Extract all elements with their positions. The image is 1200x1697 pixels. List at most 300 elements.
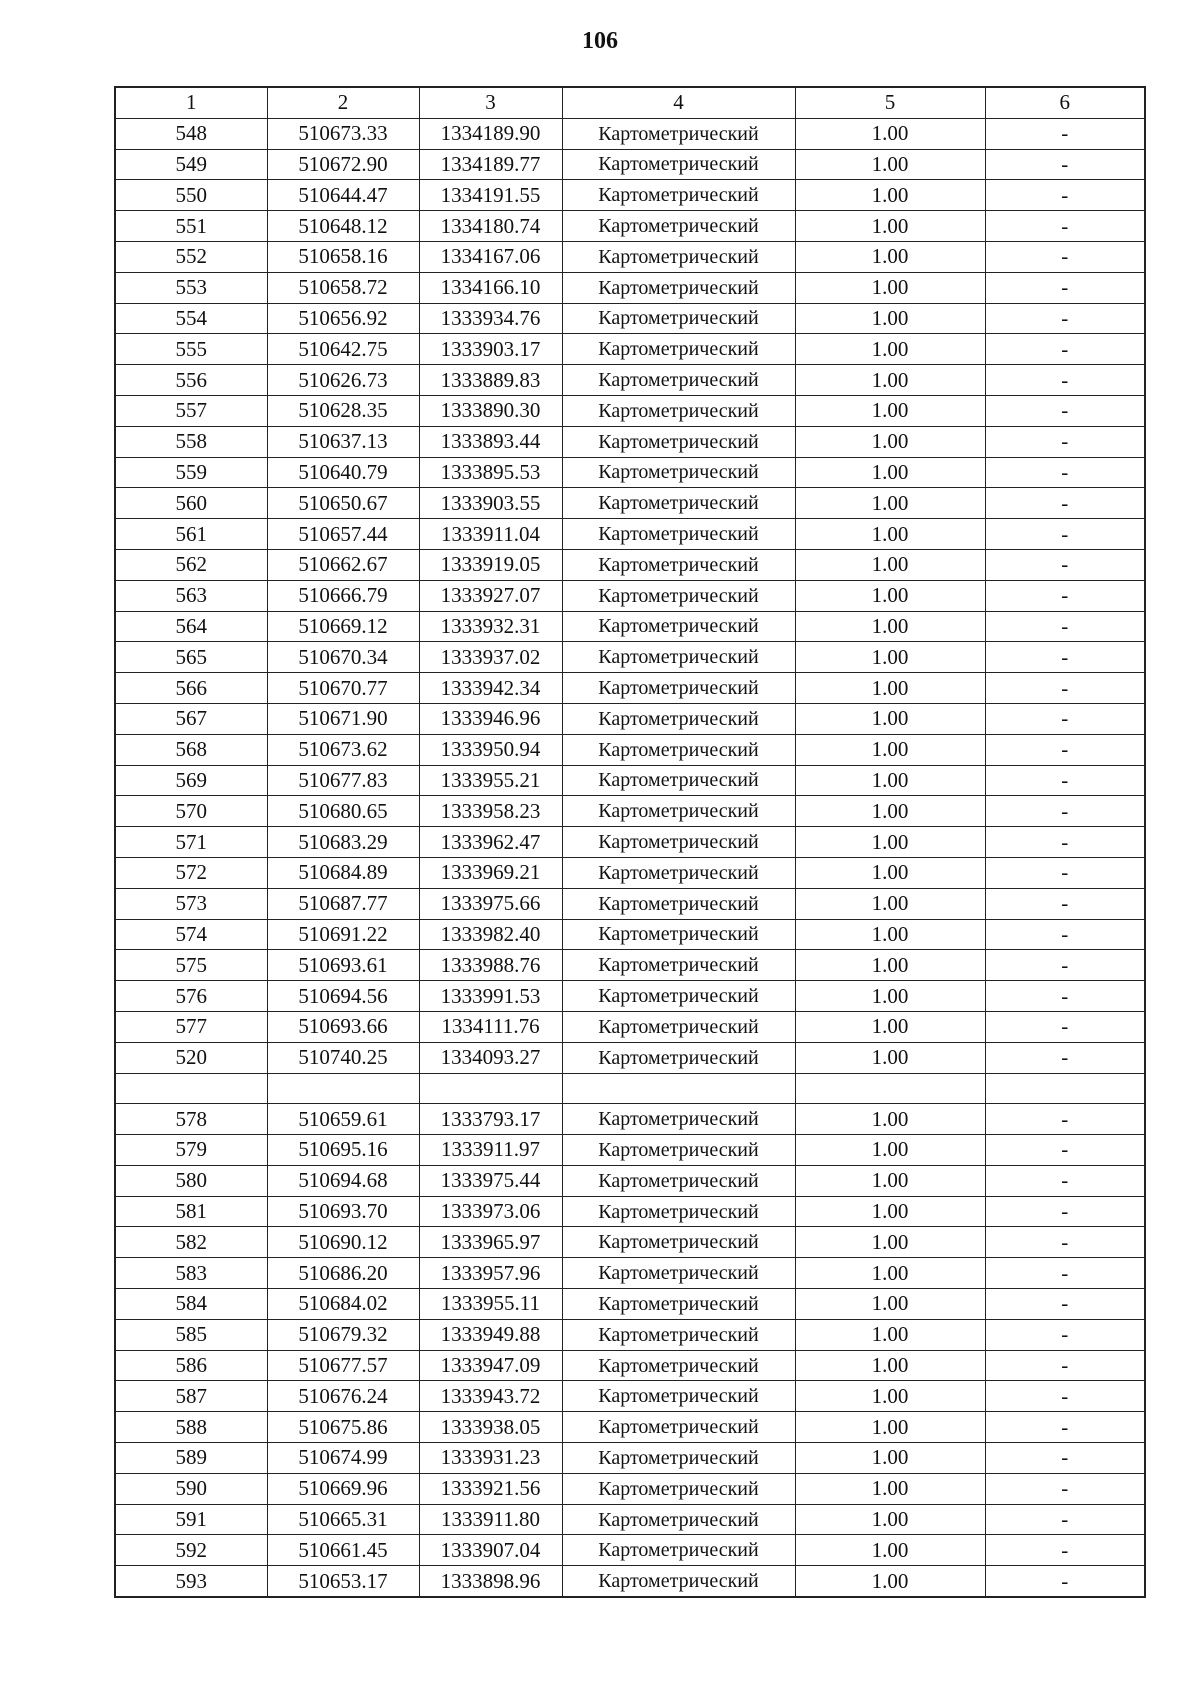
note-cell: -: [985, 981, 1145, 1012]
accuracy-cell: 1.00: [795, 365, 985, 396]
point-number-cell: 592: [115, 1535, 267, 1566]
y-coordinate-cell: 1333911.80: [419, 1504, 562, 1535]
table-row: [115, 919, 1145, 950]
point-number-cell: 558: [115, 426, 267, 457]
accuracy-cell: 1.00: [795, 1258, 985, 1289]
y-coordinate-cell: 1333898.96: [419, 1566, 562, 1597]
y-coordinate-cell: 1333943.72: [419, 1381, 562, 1412]
y-coordinate-cell: 1333975.66: [419, 888, 562, 919]
x-coordinate-cell: 510658.72: [267, 272, 419, 303]
accuracy-cell: 1.00: [795, 1381, 985, 1412]
method-cell: Картометрический: [562, 1566, 795, 1597]
table-row: [115, 1412, 1145, 1443]
accuracy-cell: 1.00: [795, 272, 985, 303]
point-number-cell: 575: [115, 950, 267, 981]
method-cell: Картометрический: [562, 365, 795, 396]
method-cell: Картометрический: [562, 1165, 795, 1196]
method-cell: Картометрический: [562, 1258, 795, 1289]
x-coordinate-cell: [267, 1073, 419, 1104]
y-coordinate-cell: 1333955.11: [419, 1289, 562, 1320]
y-coordinate-cell: 1333946.96: [419, 703, 562, 734]
method-cell: Картометрический: [562, 703, 795, 734]
y-coordinate-cell: 1333893.44: [419, 426, 562, 457]
point-number-cell: 578: [115, 1104, 267, 1135]
x-coordinate-cell: 510657.44: [267, 519, 419, 550]
method-cell: [562, 1073, 795, 1104]
note-cell: -: [985, 1104, 1145, 1135]
table-row: [115, 673, 1145, 704]
y-coordinate-cell: 1333969.21: [419, 857, 562, 888]
table-row: [115, 580, 1145, 611]
point-number-cell: 555: [115, 334, 267, 365]
method-cell: Картометрический: [562, 673, 795, 704]
accuracy-cell: 1.00: [795, 1504, 985, 1535]
column-header-2: 2: [267, 87, 419, 118]
table-row: [115, 857, 1145, 888]
method-cell: Картометрический: [562, 118, 795, 149]
table-row: [115, 765, 1145, 796]
note-cell: -: [985, 1258, 1145, 1289]
table-row: [115, 241, 1145, 272]
x-coordinate-cell: 510679.32: [267, 1319, 419, 1350]
point-number-cell: 548: [115, 118, 267, 149]
accuracy-cell: 1.00: [795, 796, 985, 827]
table-header: [115, 87, 1145, 118]
note-cell: -: [985, 919, 1145, 950]
point-number-cell: 584: [115, 1289, 267, 1320]
y-coordinate-cell: 1333957.96: [419, 1258, 562, 1289]
column-header-3: 3: [419, 87, 562, 118]
table-row: [115, 334, 1145, 365]
x-coordinate-cell: 510640.79: [267, 457, 419, 488]
y-coordinate-cell: [419, 1073, 562, 1104]
method-cell: Картометрический: [562, 888, 795, 919]
x-coordinate-cell: 510626.73: [267, 365, 419, 396]
table-row: [115, 457, 1145, 488]
table-row: [115, 426, 1145, 457]
note-cell: -: [985, 734, 1145, 765]
table-row: [115, 303, 1145, 334]
method-cell: Картометрический: [562, 981, 795, 1012]
point-number-cell: 593: [115, 1566, 267, 1597]
note-cell: -: [985, 580, 1145, 611]
x-coordinate-cell: 510693.66: [267, 1011, 419, 1042]
note-cell: -: [985, 488, 1145, 519]
point-number-cell: 587: [115, 1381, 267, 1412]
method-cell: Картометрический: [562, 1227, 795, 1258]
point-number-cell: 585: [115, 1319, 267, 1350]
y-coordinate-cell: 1333903.55: [419, 488, 562, 519]
method-cell: Картометрический: [562, 1104, 795, 1135]
point-number-cell: 572: [115, 857, 267, 888]
x-coordinate-cell: 510666.79: [267, 580, 419, 611]
table-row: [115, 1350, 1145, 1381]
note-cell: -: [985, 395, 1145, 426]
accuracy-cell: 1.00: [795, 457, 985, 488]
x-coordinate-cell: 510671.90: [267, 703, 419, 734]
table-row: [115, 1073, 1145, 1104]
y-coordinate-cell: 1334180.74: [419, 211, 562, 242]
method-cell: Картометрический: [562, 180, 795, 211]
y-coordinate-cell: 1333890.30: [419, 395, 562, 426]
method-cell: Картометрический: [562, 857, 795, 888]
y-coordinate-cell: 1333931.23: [419, 1443, 562, 1474]
note-cell: [985, 1073, 1145, 1104]
method-cell: Картометрический: [562, 149, 795, 180]
x-coordinate-cell: 510694.56: [267, 981, 419, 1012]
accuracy-cell: 1.00: [795, 1443, 985, 1474]
point-number-cell: 581: [115, 1196, 267, 1227]
y-coordinate-cell: 1333927.07: [419, 580, 562, 611]
point-number-cell: 564: [115, 611, 267, 642]
y-coordinate-cell: 1333975.44: [419, 1165, 562, 1196]
x-coordinate-cell: 510693.70: [267, 1196, 419, 1227]
method-cell: Картометрический: [562, 827, 795, 858]
accuracy-cell: 1.00: [795, 395, 985, 426]
table-row: [115, 888, 1145, 919]
table-row: [115, 1104, 1145, 1135]
table-row: [115, 395, 1145, 426]
method-cell: Картометрический: [562, 1011, 795, 1042]
x-coordinate-cell: 510648.12: [267, 211, 419, 242]
point-number-cell: 591: [115, 1504, 267, 1535]
header-row: [115, 87, 1145, 118]
method-cell: Картометрический: [562, 919, 795, 950]
y-coordinate-cell: 1334189.77: [419, 149, 562, 180]
point-number-cell: 583: [115, 1258, 267, 1289]
accuracy-cell: 1.00: [795, 1227, 985, 1258]
x-coordinate-cell: 510676.24: [267, 1381, 419, 1412]
point-number-cell: 567: [115, 703, 267, 734]
method-cell: Картометрический: [562, 334, 795, 365]
point-number-cell: 553: [115, 272, 267, 303]
table-row: [115, 1165, 1145, 1196]
y-coordinate-cell: 1333962.47: [419, 827, 562, 858]
accuracy-cell: 1.00: [795, 334, 985, 365]
note-cell: -: [985, 1289, 1145, 1320]
table-row: [115, 1443, 1145, 1474]
x-coordinate-cell: 510695.16: [267, 1135, 419, 1166]
note-cell: -: [985, 241, 1145, 272]
y-coordinate-cell: 1333911.97: [419, 1135, 562, 1166]
table-row: [115, 1042, 1145, 1073]
method-cell: Картометрический: [562, 1196, 795, 1227]
accuracy-cell: 1.00: [795, 1319, 985, 1350]
table-row: [115, 1196, 1145, 1227]
point-number-cell: 568: [115, 734, 267, 765]
accuracy-cell: 1.00: [795, 857, 985, 888]
point-number-cell: 559: [115, 457, 267, 488]
x-coordinate-cell: 510740.25: [267, 1042, 419, 1073]
table-row: [115, 211, 1145, 242]
y-coordinate-cell: 1334111.76: [419, 1011, 562, 1042]
note-cell: -: [985, 673, 1145, 704]
note-cell: -: [985, 1412, 1145, 1443]
note-cell: -: [985, 857, 1145, 888]
y-coordinate-cell: 1333947.09: [419, 1350, 562, 1381]
x-coordinate-cell: 510694.68: [267, 1165, 419, 1196]
point-number-cell: 566: [115, 673, 267, 704]
point-number-cell: [115, 1073, 267, 1104]
table-row: [115, 827, 1145, 858]
x-coordinate-cell: 510683.29: [267, 827, 419, 858]
accuracy-cell: 1.00: [795, 580, 985, 611]
point-number-cell: 574: [115, 919, 267, 950]
point-number-cell: 586: [115, 1350, 267, 1381]
method-cell: Картометрический: [562, 765, 795, 796]
x-coordinate-cell: 510673.33: [267, 118, 419, 149]
accuracy-cell: 1.00: [795, 1473, 985, 1504]
accuracy-cell: 1.00: [795, 673, 985, 704]
page-number: 106: [582, 28, 618, 54]
point-number-cell: 571: [115, 827, 267, 858]
y-coordinate-cell: 1333958.23: [419, 796, 562, 827]
x-coordinate-cell: 510670.34: [267, 642, 419, 673]
y-coordinate-cell: 1334166.10: [419, 272, 562, 303]
point-number-cell: 570: [115, 796, 267, 827]
note-cell: -: [985, 888, 1145, 919]
table-row: [115, 149, 1145, 180]
point-number-cell: 569: [115, 765, 267, 796]
accuracy-cell: 1.00: [795, 549, 985, 580]
accuracy-cell: 1.00: [795, 180, 985, 211]
note-cell: -: [985, 1381, 1145, 1412]
accuracy-cell: 1.00: [795, 765, 985, 796]
x-coordinate-cell: 510653.17: [267, 1566, 419, 1597]
table-row: [115, 1289, 1145, 1320]
y-coordinate-cell: 1333991.53: [419, 981, 562, 1012]
x-coordinate-cell: 510672.90: [267, 149, 419, 180]
table-row: [115, 950, 1145, 981]
accuracy-cell: 1.00: [795, 1165, 985, 1196]
note-cell: -: [985, 180, 1145, 211]
method-cell: Картометрический: [562, 611, 795, 642]
x-coordinate-cell: 510687.77: [267, 888, 419, 919]
y-coordinate-cell: 1333982.40: [419, 919, 562, 950]
method-cell: Картометрический: [562, 1135, 795, 1166]
x-coordinate-cell: 510642.75: [267, 334, 419, 365]
y-coordinate-cell: 1333949.88: [419, 1319, 562, 1350]
table-row: [115, 611, 1145, 642]
note-cell: -: [985, 1042, 1145, 1073]
column-header-4: 4: [562, 87, 795, 118]
accuracy-cell: 1.00: [795, 1535, 985, 1566]
method-cell: Картометрический: [562, 549, 795, 580]
method-cell: Картометрический: [562, 1535, 795, 1566]
x-coordinate-cell: 510690.12: [267, 1227, 419, 1258]
accuracy-cell: 1.00: [795, 1350, 985, 1381]
note-cell: -: [985, 365, 1145, 396]
y-coordinate-cell: 1334191.55: [419, 180, 562, 211]
note-cell: -: [985, 519, 1145, 550]
x-coordinate-cell: 510675.86: [267, 1412, 419, 1443]
accuracy-cell: 1.00: [795, 426, 985, 457]
table-row: [115, 1319, 1145, 1350]
point-number-cell: 550: [115, 180, 267, 211]
note-cell: -: [985, 1227, 1145, 1258]
x-coordinate-cell: 510644.47: [267, 180, 419, 211]
note-cell: -: [985, 765, 1145, 796]
x-coordinate-cell: 510677.83: [267, 765, 419, 796]
y-coordinate-cell: 1333988.76: [419, 950, 562, 981]
x-coordinate-cell: 510669.96: [267, 1473, 419, 1504]
accuracy-cell: 1.00: [795, 488, 985, 519]
method-cell: Картометрический: [562, 1042, 795, 1073]
accuracy-cell: 1.00: [795, 950, 985, 981]
note-cell: -: [985, 118, 1145, 149]
accuracy-cell: 1.00: [795, 211, 985, 242]
point-number-cell: 557: [115, 395, 267, 426]
method-cell: Картометрический: [562, 1443, 795, 1474]
accuracy-cell: 1.00: [795, 519, 985, 550]
note-cell: -: [985, 611, 1145, 642]
x-coordinate-cell: 510659.61: [267, 1104, 419, 1135]
y-coordinate-cell: 1333955.21: [419, 765, 562, 796]
y-coordinate-cell: 1334167.06: [419, 241, 562, 272]
accuracy-cell: 1.00: [795, 888, 985, 919]
x-coordinate-cell: 510665.31: [267, 1504, 419, 1535]
method-cell: Картометрический: [562, 1504, 795, 1535]
point-number-cell: 554: [115, 303, 267, 334]
point-number-cell: 556: [115, 365, 267, 396]
y-coordinate-cell: 1333965.97: [419, 1227, 562, 1258]
accuracy-cell: 1.00: [795, 642, 985, 673]
note-cell: -: [985, 1566, 1145, 1597]
y-coordinate-cell: 1333937.02: [419, 642, 562, 673]
accuracy-cell: 1.00: [795, 919, 985, 950]
method-cell: Картометрический: [562, 519, 795, 550]
note-cell: -: [985, 1135, 1145, 1166]
table-row: [115, 1011, 1145, 1042]
x-coordinate-cell: 510684.02: [267, 1289, 419, 1320]
accuracy-cell: 1.00: [795, 611, 985, 642]
note-cell: -: [985, 303, 1145, 334]
table-row: [115, 981, 1145, 1012]
x-coordinate-cell: 510656.92: [267, 303, 419, 334]
point-number-cell: 589: [115, 1443, 267, 1474]
point-number-cell: 552: [115, 241, 267, 272]
table-row: [115, 734, 1145, 765]
x-coordinate-cell: 510686.20: [267, 1258, 419, 1289]
method-cell: Картометрический: [562, 1412, 795, 1443]
method-cell: Картометрический: [562, 241, 795, 272]
accuracy-cell: 1.00: [795, 1135, 985, 1166]
y-coordinate-cell: 1333950.94: [419, 734, 562, 765]
x-coordinate-cell: 510674.99: [267, 1443, 419, 1474]
accuracy-cell: 1.00: [795, 703, 985, 734]
x-coordinate-cell: 510662.67: [267, 549, 419, 580]
note-cell: -: [985, 549, 1145, 580]
note-cell: -: [985, 1011, 1145, 1042]
accuracy-cell: 1.00: [795, 1412, 985, 1443]
accuracy-cell: 1.00: [795, 1104, 985, 1135]
x-coordinate-cell: 510661.45: [267, 1535, 419, 1566]
point-number-cell: 549: [115, 149, 267, 180]
x-coordinate-cell: 510693.61: [267, 950, 419, 981]
method-cell: Картометрический: [562, 211, 795, 242]
table-row: [115, 488, 1145, 519]
y-coordinate-cell: 1334093.27: [419, 1042, 562, 1073]
note-cell: -: [985, 457, 1145, 488]
table-row: [115, 1135, 1145, 1166]
accuracy-cell: 1.00: [795, 118, 985, 149]
x-coordinate-cell: 510680.65: [267, 796, 419, 827]
method-cell: Картометрический: [562, 642, 795, 673]
note-cell: -: [985, 1350, 1145, 1381]
y-coordinate-cell: 1334189.90: [419, 118, 562, 149]
accuracy-cell: 1.00: [795, 734, 985, 765]
note-cell: -: [985, 1535, 1145, 1566]
y-coordinate-cell: 1333911.04: [419, 519, 562, 550]
note-cell: -: [985, 334, 1145, 365]
accuracy-cell: 1.00: [795, 1011, 985, 1042]
y-coordinate-cell: 1333938.05: [419, 1412, 562, 1443]
note-cell: -: [985, 1319, 1145, 1350]
table-body: [115, 118, 1145, 1597]
method-cell: Картометрический: [562, 303, 795, 334]
note-cell: -: [985, 272, 1145, 303]
x-coordinate-cell: 510691.22: [267, 919, 419, 950]
note-cell: -: [985, 1473, 1145, 1504]
method-cell: Картометрический: [562, 1319, 795, 1350]
note-cell: -: [985, 1196, 1145, 1227]
method-cell: Картометрический: [562, 1350, 795, 1381]
method-cell: Картометрический: [562, 426, 795, 457]
point-number-cell: 576: [115, 981, 267, 1012]
point-number-cell: 562: [115, 549, 267, 580]
table-row: [115, 549, 1145, 580]
table-row: [115, 1504, 1145, 1535]
table-row: [115, 272, 1145, 303]
point-number-cell: 580: [115, 1165, 267, 1196]
point-number-cell: 561: [115, 519, 267, 550]
table-row: [115, 796, 1145, 827]
table-row: [115, 1258, 1145, 1289]
x-coordinate-cell: 510684.89: [267, 857, 419, 888]
note-cell: -: [985, 211, 1145, 242]
note-cell: -: [985, 1165, 1145, 1196]
note-cell: -: [985, 796, 1145, 827]
y-coordinate-cell: 1333895.53: [419, 457, 562, 488]
column-header-5: 5: [795, 87, 985, 118]
point-number-cell: 560: [115, 488, 267, 519]
x-coordinate-cell: 510669.12: [267, 611, 419, 642]
table-row: [115, 703, 1145, 734]
y-coordinate-cell: 1333907.04: [419, 1535, 562, 1566]
y-coordinate-cell: 1333934.76: [419, 303, 562, 334]
x-coordinate-cell: 510670.77: [267, 673, 419, 704]
method-cell: Картометрический: [562, 1289, 795, 1320]
accuracy-cell: 1.00: [795, 241, 985, 272]
y-coordinate-cell: 1333889.83: [419, 365, 562, 396]
table-row: [115, 118, 1145, 149]
table-row: [115, 642, 1145, 673]
method-cell: Картометрический: [562, 457, 795, 488]
y-coordinate-cell: 1333973.06: [419, 1196, 562, 1227]
table-row: [115, 180, 1145, 211]
column-header-1: 1: [115, 87, 267, 118]
method-cell: Картометрический: [562, 488, 795, 519]
point-number-cell: 588: [115, 1412, 267, 1443]
note-cell: -: [985, 1504, 1145, 1535]
method-cell: Картометрический: [562, 580, 795, 611]
table-row: [115, 519, 1145, 550]
x-coordinate-cell: 510658.16: [267, 241, 419, 272]
accuracy-cell: 1.00: [795, 981, 985, 1012]
x-coordinate-cell: 510677.57: [267, 1350, 419, 1381]
point-number-cell: 565: [115, 642, 267, 673]
method-cell: Картометрический: [562, 796, 795, 827]
